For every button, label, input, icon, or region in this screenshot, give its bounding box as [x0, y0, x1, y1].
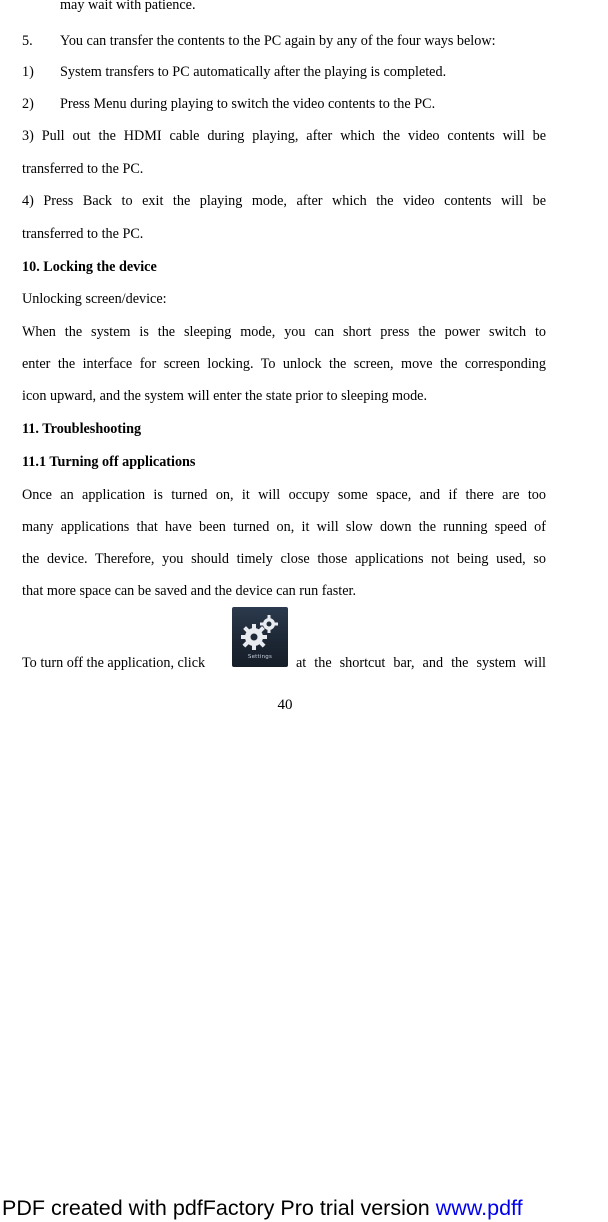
list-text: You can transfer the contents to the PC again by any of the four ways below:: [60, 33, 496, 49]
text-line: icon upward, and the system will enter the state prior to sleeping mode.: [22, 388, 428, 404]
list-number: 2): [22, 96, 34, 112]
footer-text: PDF created with pdfFactory Pro trial version: [2, 1196, 436, 1220]
list-number: 1): [22, 64, 34, 80]
text-line: 4) Press Back to exit the playing mode, after which the video contents will be: [22, 193, 546, 209]
list-item-5: [22, 32, 546, 50]
text-line: the device. Therefore, you should timely close those applications not being used, so: [22, 551, 546, 567]
page-number: 40: [277, 697, 293, 713]
text-line: When the system is the sleeping mode, you can short press the power switch to: [22, 324, 546, 340]
list-number: 5.: [22, 33, 33, 49]
text-line: Unlocking screen/device:: [22, 291, 167, 307]
icon-caption: Settings: [247, 654, 273, 660]
text-line: transferred to the PC.: [22, 226, 144, 242]
text-line: Once an application is turned on, it will occupy some space, and if there are too: [22, 487, 546, 503]
text-line: may wait with patience.: [60, 0, 196, 13]
text-line: 3) Pull out the HDMI cable during playing, after which the video contents will be: [22, 128, 546, 144]
subsection-heading-turning-off: 11.1 Turning off applications: [22, 454, 196, 470]
section-heading-troubleshooting: 11. Troubleshooting: [22, 421, 142, 437]
text-line: that more space can be saved and the device can run faster.: [22, 583, 357, 599]
gear-icon: [238, 613, 282, 653]
settings-icon: [232, 607, 288, 667]
section-heading-locking: 10. Locking the device: [22, 259, 157, 275]
text-line: enter the interface for screen locking. To unlock the screen, move the corresponding: [22, 356, 546, 372]
list-text: System transfers to PC automatically after the playing is completed.: [60, 64, 447, 80]
list-item-1: [22, 63, 546, 81]
text-line: transferred to the PC.: [22, 161, 144, 177]
text-line: at the shortcut bar, and the system will: [296, 655, 546, 671]
list-item-2: [22, 95, 546, 113]
pdf-footer-banner: [2, 1196, 523, 1221]
text-line: To turn off the application, click: [22, 655, 206, 671]
footer-link[interactable]: www.pdff: [435, 1196, 523, 1220]
list-text: Press Menu during playing to switch the video contents to the PC.: [60, 96, 436, 112]
text-line: many applications that have been turned on, it will slow down the running speed of: [22, 519, 546, 535]
